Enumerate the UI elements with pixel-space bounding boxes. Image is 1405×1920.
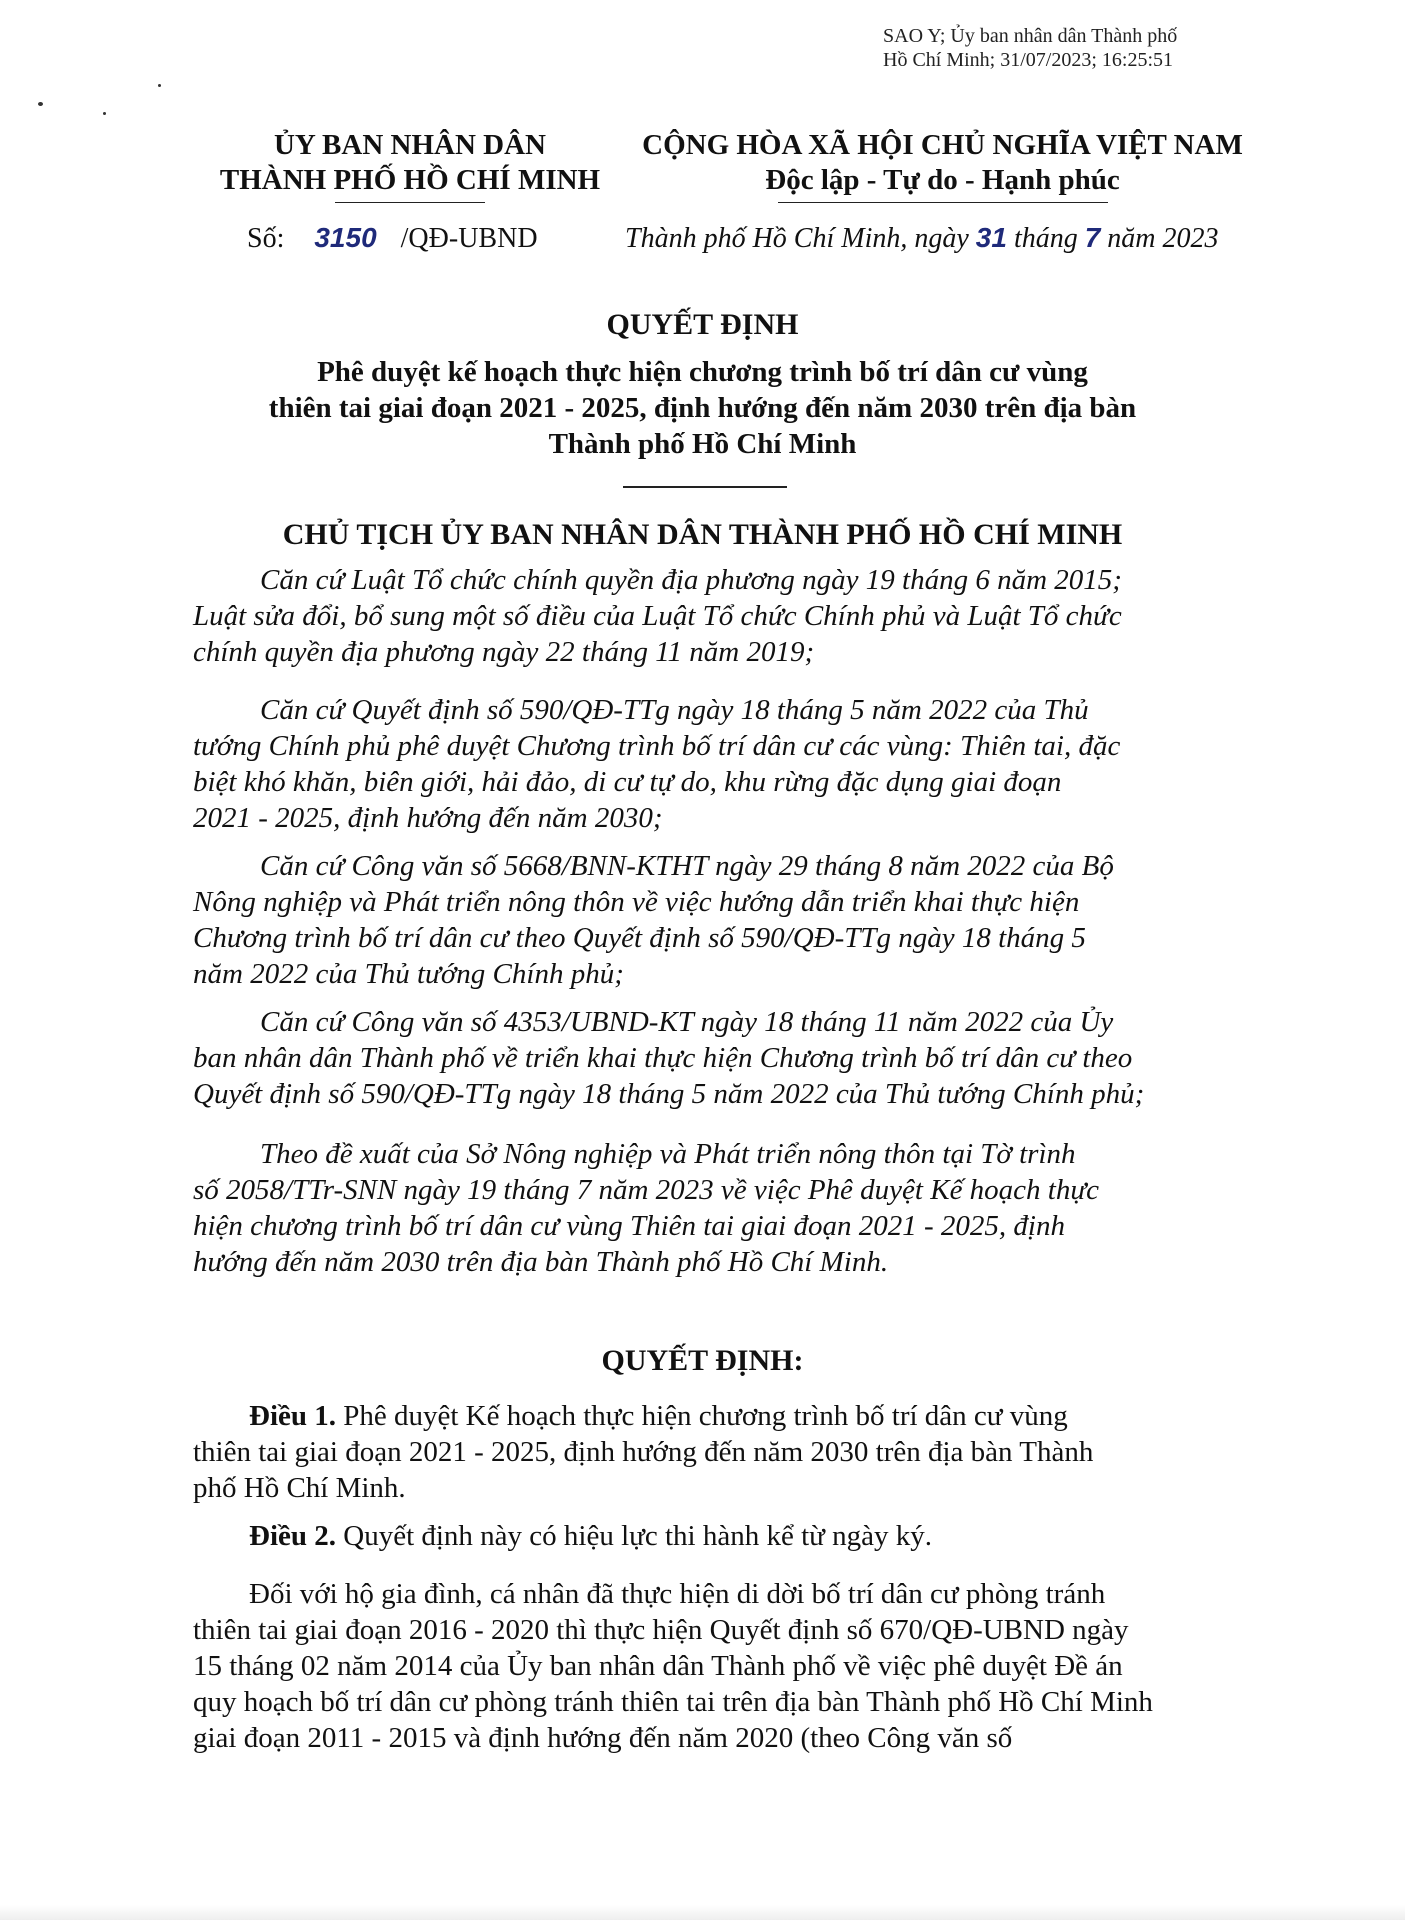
legal-basis-4 [193, 1004, 1263, 1112]
date-month-label: tháng [1013, 223, 1078, 254]
proposal-basis [193, 1136, 1263, 1280]
scan-speck [158, 84, 161, 87]
motto-line2: Độc lập - Tự do - Hạnh phúc [765, 164, 1120, 196]
date-prefix: Thành phố Hồ Chí Minh, ngày [625, 223, 969, 254]
document-subject [0, 354, 1405, 462]
basis-line: ban nhân dân Thành phố về triển khai thực hiện Chương trình bố trí dân cư theo [193, 1042, 1133, 1074]
article-1 [193, 1398, 1263, 1506]
paragraph-line: thiên tai giai đoạn 2016 - 2020 thì thực hiện Quyết định số 670/QĐ-UBND ngày [193, 1614, 1129, 1646]
article-1-line: phố Hồ Chí Minh. [193, 1472, 406, 1504]
article-1-text: Phê duyệt Kế hoạch thực hiện chương trình bố trí dân cư vùng [336, 1400, 1068, 1432]
subject-line3: Thành phố Hồ Chí Minh [548, 428, 857, 460]
basis-line: Luật sửa đổi, bổ sung một số điều của Luật Tổ chức Chính phủ và Luật Tổ chức [193, 600, 1122, 632]
basis-line: Căn cứ Công văn số 4353/UBND-KT ngày 18 tháng 11 năm 2022 của Ủy [260, 1006, 1114, 1038]
decision-heading: QUYẾT ĐỊNH: [601, 1344, 804, 1377]
article-1-label: Điều 1. [249, 1400, 336, 1432]
subject-line2: thiên tai giai đoạn 2021 - 2025, định hướng đến năm 2030 trên địa bàn [268, 392, 1137, 424]
basis-line: hiện chương trình bố trí dân cư vùng Thiên tai giai đoạn 2021 - 2025, định [193, 1210, 1065, 1242]
legal-basis-3 [193, 848, 1263, 992]
basis-line: Căn cứ Luật Tổ chức chính quyền địa phương ngày 19 tháng 6 năm 2015; [260, 564, 1122, 596]
signing-authority-heading: CHỦ TỊCH ỦY BAN NHÂN DÂN THÀNH PHỐ HỒ CHÍ MINH [282, 518, 1123, 551]
document-number [247, 222, 538, 255]
basis-line: hướng đến năm 2030 trên địa bàn Thành phố Hồ Chí Minh. [193, 1246, 889, 1278]
basis-line: 2021 - 2025, định hướng đến năm 2030; [193, 802, 663, 834]
number-prefix: Số: [247, 223, 285, 254]
paragraph-line: 15 tháng 02 năm 2014 của Ủy ban nhân dân Thành phố về việc phê duyệt Đề án [193, 1650, 1123, 1682]
authority-underline [335, 202, 485, 203]
subject-line1: Phê duyệt kế hoạch thực hiện chương trình bố trí dân cư vùng [317, 356, 1088, 388]
authority-line1: ỦY BAN NHÂN DÂN [273, 129, 546, 161]
paragraph-line: giai đoạn 2011 - 2015 và định hướng đến năm 2020 (theo Công văn số [193, 1722, 1013, 1754]
basis-line: Chương trình bố trí dân cư theo Quyết định số 590/QĐ-TTg ngày 18 tháng 5 [193, 922, 1086, 954]
transitional-paragraph [193, 1576, 1263, 1756]
number-suffix: /QĐ-UBND [400, 223, 538, 254]
basis-line: Căn cứ Công văn số 5668/BNN-KTHT ngày 29 tháng 8 năm 2022 của Bộ [260, 850, 1114, 882]
issuing-authority [180, 128, 640, 198]
paragraph-line: quy hoạch bố trí dân cư phòng tránh thiên tai trên địa bàn Thành phố Hồ Chí Minh [193, 1686, 1153, 1718]
paragraph-line: Đối với hộ gia đình, cá nhân đã thực hiện di dời bố trí dân cư phòng tránh [249, 1578, 1106, 1610]
handwritten-month: 7 [1084, 222, 1101, 253]
article-2-text: Quyết định này có hiệu lực thi hành kể từ ngày ký. [336, 1520, 933, 1552]
motto-underline [778, 202, 1108, 203]
article-2-label: Điều 2. [249, 1520, 336, 1552]
scan-speck [103, 112, 106, 115]
basis-line: Theo đề xuất của Sở Nông nghiệp và Phát triển nông thôn tại Tờ trình [260, 1138, 1076, 1170]
copy-stamp-line2: Hồ Chí Minh; 31/07/2023; 16:25:51 [883, 49, 1174, 71]
article-2 [193, 1518, 1263, 1554]
basis-line: số 2058/TTr-SNN ngày 19 tháng 7 năm 2023 về việc Phê duyệt Kế hoạch thực [193, 1174, 1100, 1206]
basis-line: Nông nghiệp và Phát triển nông thôn về việc hướng dẫn triển khai thực hiện [193, 886, 1080, 918]
issue-date [625, 222, 1219, 255]
copy-stamp-line1: SAO Y; Ủy ban nhân dân Thành phố [883, 25, 1178, 47]
copy-stamp [883, 24, 1177, 72]
title-underline [623, 486, 787, 488]
basis-line: năm 2022 của Thủ tướng Chính phủ; [193, 958, 624, 990]
basis-line: tướng Chính phủ phê duyệt Chương trình bố trí dân cư các vùng: Thiên tai, đặc [193, 730, 1121, 762]
basis-line: biệt khó khăn, biên giới, hải đảo, di cư tự do, khu rừng đặc dụng giai đoạn [193, 766, 1062, 798]
date-year: năm 2023 [1107, 223, 1219, 254]
basis-line: Quyết định số 590/QĐ-TTg ngày 18 tháng 5 năm 2022 của Thủ tướng Chính phủ; [193, 1078, 1145, 1110]
motto-line1: CỘNG HÒA XÃ HỘI CHỦ NGHĨA VIỆT NAM [642, 129, 1243, 161]
national-motto [610, 128, 1275, 198]
document-type-title: QUYẾT ĐỊNH [606, 308, 799, 341]
handwritten-day: 31 [975, 222, 1007, 253]
authority-line2: THÀNH PHỐ HỒ CHÍ MINH [219, 164, 601, 196]
scan-bottom-edge [0, 1905, 1405, 1920]
handwritten-number: 3150 [314, 222, 377, 253]
article-1-line: thiên tai giai đoạn 2021 - 2025, định hướng đến năm 2030 trên địa bàn Thành [193, 1436, 1094, 1468]
scan-speck [38, 102, 43, 106]
basis-line: Căn cứ Quyết định số 590/QĐ-TTg ngày 18 tháng 5 năm 2022 của Thủ [260, 694, 1089, 726]
legal-basis-1 [193, 562, 1263, 670]
basis-line: chính quyền địa phương ngày 22 tháng 11 năm 2019; [193, 636, 815, 668]
legal-basis-2 [193, 692, 1263, 836]
